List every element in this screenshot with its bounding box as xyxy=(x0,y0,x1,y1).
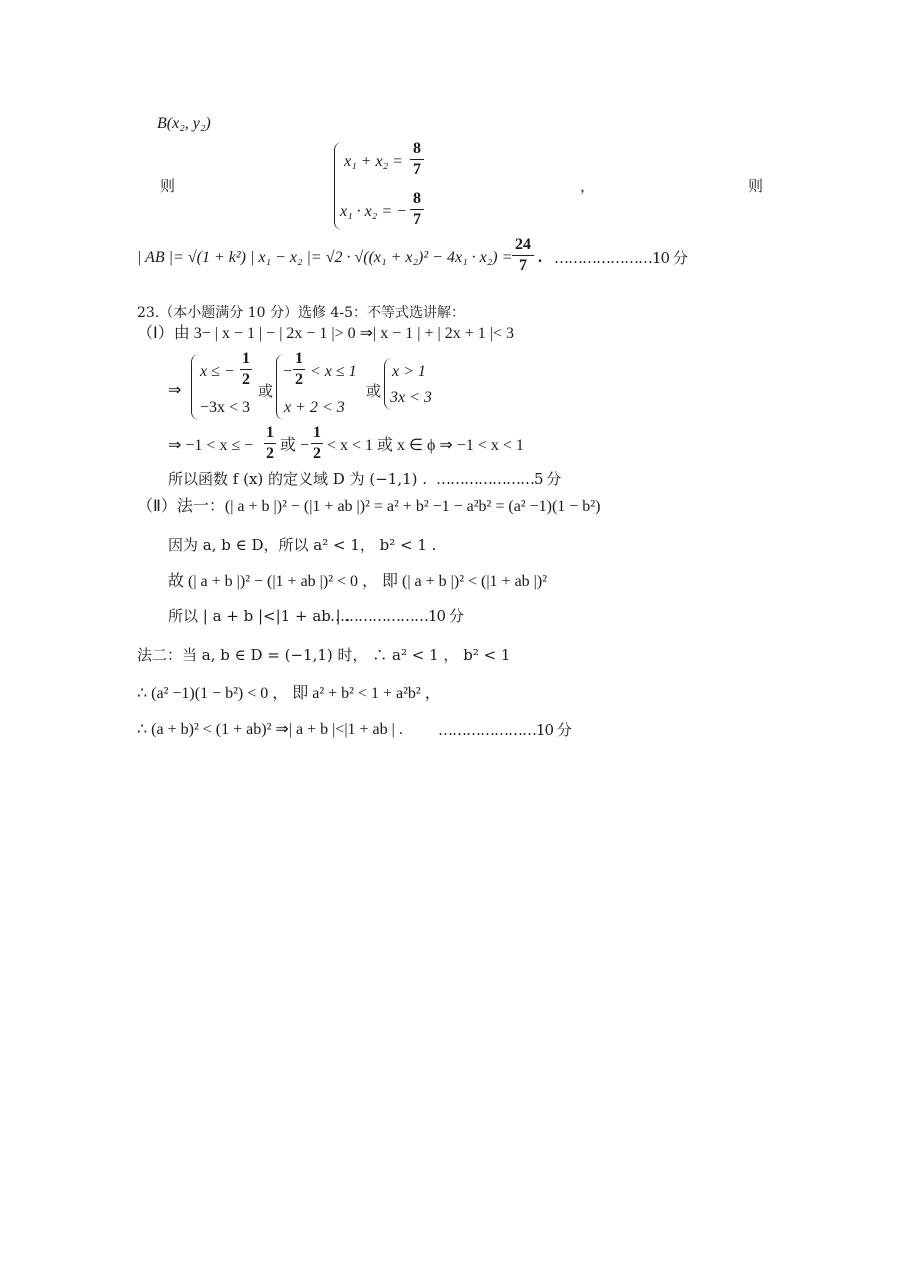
case1-half: 1 2 xyxy=(242,350,250,388)
method2-line3: ∴ (a + b)² < (1 + ab)² ⇒| a + b |<|1 + ab | . xyxy=(137,721,403,738)
case1-row2: −3x < 3 xyxy=(200,399,251,416)
so-line: 所以 | a + b |<|1 + ab | . xyxy=(168,607,351,625)
or-1: 或 xyxy=(258,382,274,400)
ab-end: . xyxy=(538,249,542,266)
sum-fraction: 8 7 xyxy=(410,140,424,179)
case3-row1: x > 1 xyxy=(392,363,426,380)
result-part-a: ⇒ −1 < x ≤ − xyxy=(168,437,254,454)
case3-row2: 3x < 3 xyxy=(390,389,432,406)
score-10-p22: …………………10 分 xyxy=(554,249,687,267)
case2-row2: x + 2 < 3 xyxy=(284,399,345,416)
ze-label-left: 则 xyxy=(160,177,176,195)
score-10-a: …………………10 分 xyxy=(330,607,463,625)
case2-row1: < x ≤ 1 xyxy=(310,363,357,380)
score-5: …………………5 分 xyxy=(436,470,561,488)
domain-statement: 所以函数 f (x) 的定义域 D 为 (−1,1) . xyxy=(168,470,428,488)
ab-length-formula: | AB |= √(1 + k²) | x₁ − x₂ |= √2 · √((x₁ + x₂)² − 4x₁ · x₂) = xyxy=(137,249,513,266)
product-equation: x₁ · x₂ = − xyxy=(340,203,407,220)
point-b: B(x₂, y₂) xyxy=(157,115,211,132)
part1-inequality: （Ⅰ）由 3− | x − 1 | − | 2x − 1 |> 0 ⇒| x − 1 | + | 2x + 1 |< 3 xyxy=(137,325,514,342)
implies-arrow: ⇒ xyxy=(168,382,182,399)
case1-row1: x ≤ − xyxy=(200,363,235,380)
result-part-c: < x < 1 或 x ∈ ϕ ⇒ −1 < x < 1 xyxy=(327,437,524,454)
case2-half: 1 2 xyxy=(295,350,303,388)
ze-label-right: 则 xyxy=(748,177,764,195)
method2-line1: 法二：当 a, b ∈ D = (−1,1) 时， ∴ a² < 1 ， b² < 1 xyxy=(137,646,511,664)
comma: ， xyxy=(580,177,596,195)
result-half-1: 1 2 xyxy=(266,424,274,462)
product-fraction: 8 7 xyxy=(410,190,424,229)
result-part-b: 或 − xyxy=(280,437,310,454)
method2-line2: ∴ (a² −1)(1 − b²) < 0 ， 即 a² + b² < 1 + a²b² ， xyxy=(137,685,441,702)
problem-23-heading: 23.（本小题满分 10 分）选修 4-5：不等式选讲解： xyxy=(137,305,465,321)
therefore-line: 故 (| a + b |)² − (|1 + ab |)² < 0 ， 即 (| a + b |)² < (|1 + ab |)² xyxy=(168,573,548,590)
score-10-b: …………………10 分 xyxy=(438,721,571,739)
sum-equation: x₁ + x₂ = xyxy=(344,153,403,170)
case2-row1-minus: − xyxy=(283,363,293,380)
or-2: 或 xyxy=(366,382,382,400)
part2-method1: （Ⅱ）法一：(| a + b |)² − (|1 + ab |)² = a² + b² −1 − a²b² = (a² −1)(1 − b²) xyxy=(137,498,601,515)
ab-fraction: 24 7 xyxy=(512,236,534,275)
since-line: 因为 a, b ∈ D，所以 a² < 1， b² < 1 . xyxy=(168,536,437,554)
result-half-2: 1 2 xyxy=(313,424,321,462)
